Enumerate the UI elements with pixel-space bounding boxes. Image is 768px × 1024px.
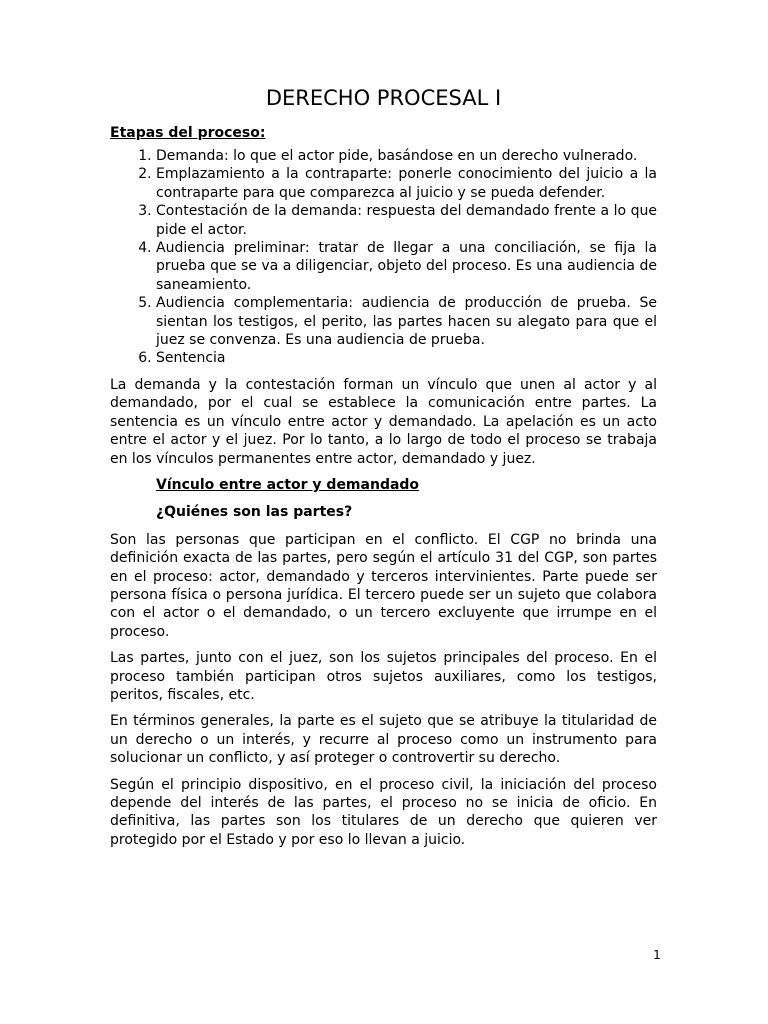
vinculo-heading	[110, 476, 657, 494]
vinculo-heading-text: Vínculo entre actor y demandado	[156, 476, 420, 493]
list-item: 5. Audiencia complementaria: audiencia de producción de prueba. Se sientan los testigos, el perito, las partes hacen su alegato para que el juez se convenza. Es una audiencia de prueba.	[156, 294, 657, 349]
process-steps-list	[110, 147, 657, 368]
list-item: 2. Emplazamiento a la contraparte: ponerle conocimiento del juicio a la contraparte para que comparezca al juicio y se pueda defender.	[156, 165, 657, 202]
page-content	[110, 84, 657, 857]
partes-heading: ¿Quiénes son las partes?	[156, 504, 353, 521]
body-paragraph: Son las personas que participan en el conflicto. El CGP no brinda una definición exacta de las partes, pero según el artículo 31 del CGP, son partes en el proceso: actor, demandado y terceros intervinientes. Parte puede ser persona física o persona jurídica. El tercero puede ser un sujeto que colabora con el actor o el demandado, o un tercero excluyente que irrumpe en el proceso.	[110, 531, 657, 640]
list-item: 4. Audiencia preliminar: tratar de llegar a una conciliación, se fija la prueba que se va a diligenciar, objeto del proceso. Es una audiencia de saneamiento.	[156, 239, 657, 294]
document-title: DERECHO PROCESAL I	[265, 86, 502, 110]
body-paragraph: Según el principio dispositivo, en el proceso civil, la iniciación del proceso depende del interés de las partes, el proceso no se inicia de oficio. En definitiva, las partes son los titulares de un derecho que quieren ver protegido por el Estado y por eso lo llevan a juicio.	[110, 776, 657, 848]
body-paragraph: La demanda y la contestación forman un vínculo que unen al actor y al demandado, por el cual se establece la comunicación entre partes. La sentencia es un vínculo entre actor y demandado. La apelación es un acto entre el actor y el juez. Por lo tanto, a lo largo de todo el proceso se trabaja en los vínculos permanentes entre actor, demandado y juez.	[110, 376, 657, 467]
section-heading: Etapas del proceso:	[110, 125, 266, 141]
page-number: 1	[653, 948, 661, 962]
body-paragraph: Las partes, junto con el juez, son los sujetos principales del proceso. En el proceso también participan otros sujetos auxiliares, como los testigos, peritos, fiscales, etc.	[110, 650, 657, 703]
list-item: 6. Sentencia	[156, 349, 657, 367]
list-item: 1. Demanda: lo que el actor pide, basándose en un derecho vulnerado.	[156, 147, 657, 165]
body-paragraph: En términos generales, la parte es el sujeto que se atribuye la titularidad de un derecho o un interés, y recurre al proceso como un instrumento para solucionar un conflicto, y así proteger o controvertir su derecho.	[110, 713, 657, 767]
list-item: 3. Contestación de la demanda: respuesta del demandado frente a lo que pide el actor.	[156, 202, 657, 239]
